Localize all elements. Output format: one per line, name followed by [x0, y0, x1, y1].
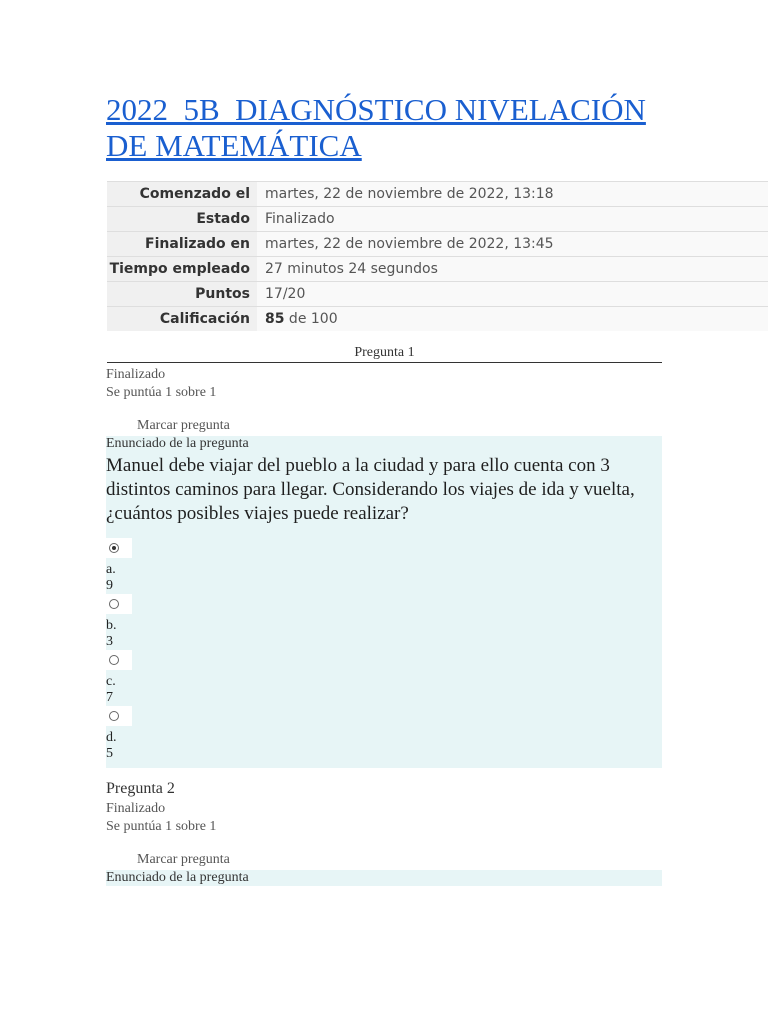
summary-row: [107, 307, 768, 332]
answer-radio[interactable]: [106, 594, 132, 614]
summary-label: Puntos: [107, 282, 257, 307]
attempt-summary-table: [107, 181, 768, 331]
summary-value: 27 minutos 24 segundos: [257, 257, 768, 282]
summary-row: [107, 257, 768, 282]
summary-label: Calificación: [107, 307, 257, 332]
answer-option[interactable]: [106, 650, 662, 706]
question-1-text: Manuel debe viajar del pueblo a la ciudad y para ello cuenta con 3 distintos caminos para llegar. Considerando los viajes de ida y vuelta, ¿cuántos posibles viajes puede realizar?: [106, 455, 635, 524]
question-2-score: Se puntúa 1 sobre 1: [106, 819, 217, 834]
page-title[interactable]: 2022_5B_DIAGNÓSTICO NIVELACIÓN DE MATEMÁTICA: [106, 92, 646, 163]
grade-value: 85: [265, 311, 285, 327]
radio-unselected-icon: [109, 711, 119, 721]
question-1-score: Se puntúa 1 sobre 1: [106, 385, 217, 400]
summary-value: [257, 307, 768, 332]
summary-label: Estado: [107, 207, 257, 232]
option-letter: b.: [106, 618, 117, 633]
option-value: 3: [106, 634, 113, 649]
option-letter: d.: [106, 730, 117, 745]
question-1-stem-label: Enunciado de la pregunta: [106, 436, 662, 452]
option-value: 7: [106, 690, 113, 705]
summary-value: 17/20: [257, 282, 768, 307]
summary-label: Tiempo empleado: [107, 257, 257, 282]
summary-value: Finalizado: [257, 207, 768, 232]
answer-option[interactable]: [106, 706, 662, 762]
answer-option[interactable]: [106, 538, 662, 594]
summary-value: martes, 22 de noviembre de 2022, 13:45: [257, 232, 768, 257]
radio-selected-icon: [109, 543, 119, 553]
answer-radio[interactable]: [106, 538, 132, 558]
radio-unselected-icon: [109, 599, 119, 609]
question-1-status: Finalizado: [106, 367, 166, 382]
option-letter: c.: [106, 674, 116, 689]
answer-radio[interactable]: [106, 650, 132, 670]
summary-row: [107, 282, 768, 307]
question-2-status: Finalizado: [106, 801, 166, 816]
question-1-heading: Pregunta 1: [107, 344, 662, 363]
question-1-flag-link[interactable]: Marcar pregunta: [137, 418, 230, 433]
option-letter: a.: [106, 562, 116, 577]
answer-option[interactable]: [106, 594, 662, 650]
summary-value: martes, 22 de noviembre de 2022, 13:18: [257, 182, 768, 207]
summary-row: [107, 182, 768, 207]
summary-label: Finalizado en: [107, 232, 257, 257]
question-2-stem-label: Enunciado de la pregunta: [106, 870, 662, 886]
radio-unselected-icon: [109, 655, 119, 665]
option-value: 9: [106, 578, 113, 593]
summary-label: Comenzado el: [107, 182, 257, 207]
summary-row: [107, 207, 768, 232]
answer-radio[interactable]: [106, 706, 132, 726]
summary-row: [107, 232, 768, 257]
question-1-content: [106, 452, 662, 768]
grade-suffix: de 100: [284, 311, 338, 327]
question-2-heading: Pregunta 2: [106, 780, 175, 797]
option-value: 5: [106, 746, 113, 761]
question-2-flag-link[interactable]: Marcar pregunta: [137, 852, 230, 867]
